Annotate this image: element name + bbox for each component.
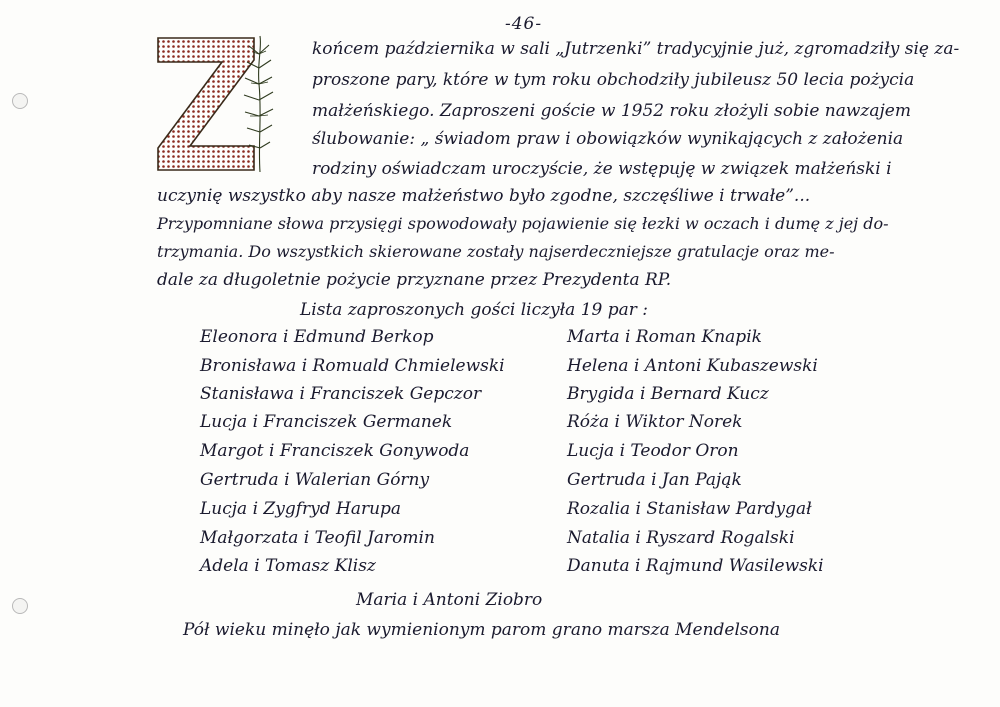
punch-hole — [12, 93, 28, 109]
couple-name: Lucja i Teodor Oron — [567, 441, 739, 461]
paragraph-line: proszone pary, które w tym roku obchodziły jubileusz 50 lecia pożycia — [312, 70, 915, 90]
couple-name: Gertruda i Walerian Górny — [200, 470, 430, 490]
closing-line: Pół wieku minęło jak wymienionym parom grano marsza Mendelsona — [183, 620, 780, 640]
couple-name: Brygida i Bernard Kucz — [567, 384, 769, 404]
couple-name: Lucja i Franciszek Germanek — [200, 412, 453, 432]
paragraph-line: rodziny oświadczam uroczyście, że wstępuję w związek małżeński i — [312, 159, 892, 179]
page-number: -46- — [505, 14, 543, 34]
list-heading: Lista zaproszonych gości liczyła 19 par : — [300, 300, 649, 320]
paragraph-line: Przypomniane słowa przysięgi spowodowały pojawienie się łezki w oczach i dumę z jej do- — [157, 214, 889, 233]
punch-hole — [12, 598, 28, 614]
decorated-initial-z — [156, 34, 276, 174]
couple-name: Eleonora i Edmund Berkop — [200, 327, 434, 347]
couple-name: Natalia i Ryszard Rogalski — [567, 528, 795, 548]
couple-name: Danuta i Rajmund Wasilewski — [567, 556, 824, 576]
paragraph-line: trzymania. Do wszystkich skierowane zostały najserdeczniejsze gratulacje oraz me- — [157, 242, 835, 261]
paragraph-line: ślubowanie: „ świadom praw i obowiązków wynikających z założenia — [312, 129, 904, 149]
couple-name: Marta i Roman Knapik — [567, 327, 762, 347]
couple-name: Lucja i Zygfryd Harupa — [200, 499, 402, 519]
paragraph-line: końcem października w sali „Jutrzenki” tradycyjnie już, zgromadziły się za- — [312, 39, 960, 59]
couple-name: Stanisława i Franciszek Gepczor — [200, 384, 482, 404]
paragraph-line: małżeńskiego. Zaproszeni goście w 1952 roku złożyli sobie nawzajem — [312, 101, 911, 121]
couple-name: Helena i Antoni Kubaszewski — [567, 356, 818, 376]
couple-name: Gertruda i Jan Pająk — [567, 470, 742, 490]
couple-name: Adela i Tomasz Klisz — [200, 556, 376, 576]
paragraph-line: dale za długoletnie pożycie przyznane przez Prezydenta RP. — [157, 270, 672, 290]
paragraph-line: uczynię wszystko aby nasze małżeństwo było zgodne, szczęśliwe i trwałe”... — [157, 186, 811, 206]
couple-name: Bronisława i Romuald Chmielewski — [200, 356, 505, 376]
couple-name: Rozalia i Stanisław Pardygał — [567, 499, 812, 519]
couple-name: Róża i Wiktor Norek — [567, 412, 743, 432]
couple-name: Małgorzata i Teofil Jaromin — [200, 528, 435, 548]
couple-name-center: Maria i Antoni Ziobro — [356, 590, 543, 610]
couple-name: Margot i Franciszek Gonywoda — [200, 441, 470, 461]
